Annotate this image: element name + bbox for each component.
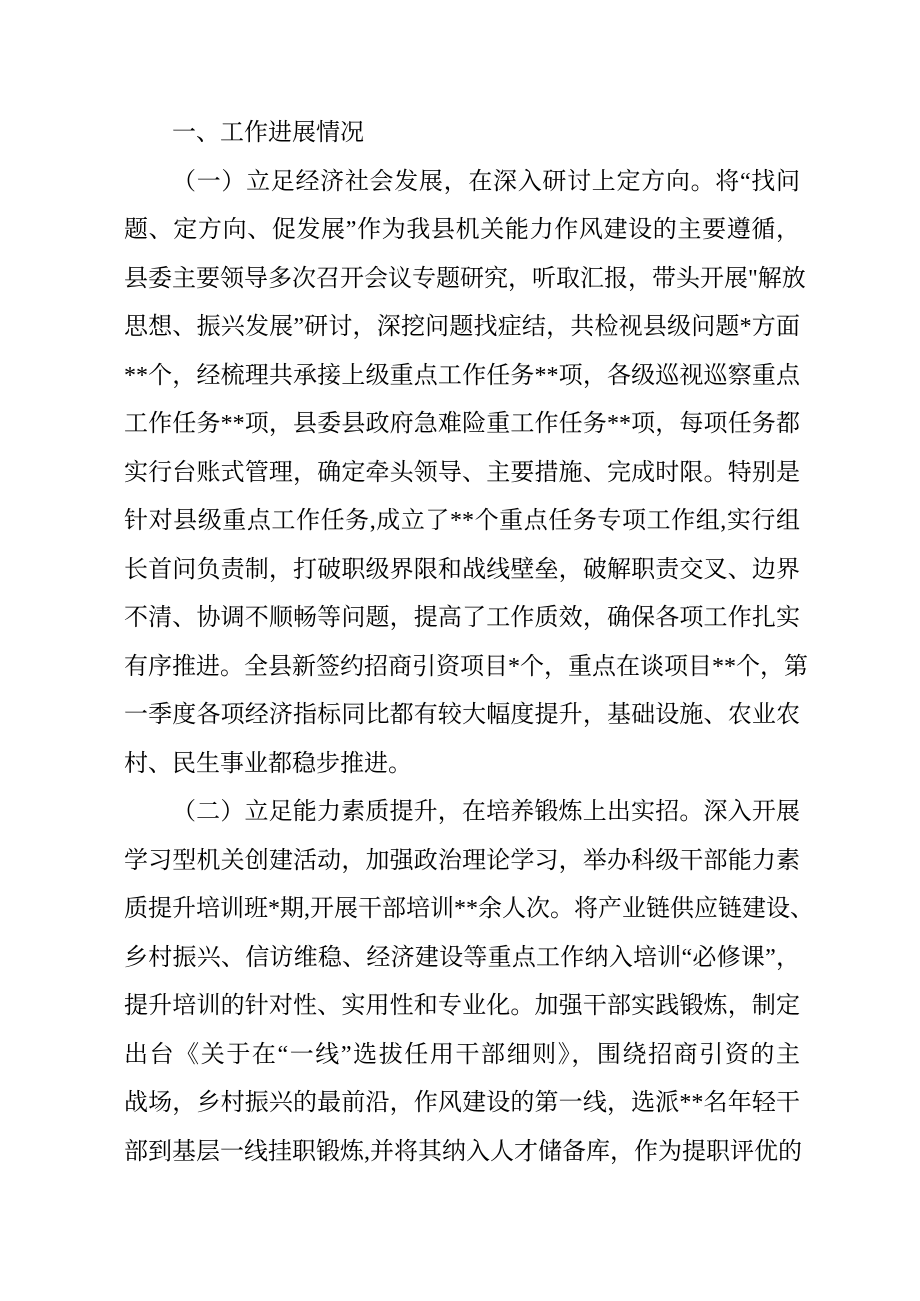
text-line: 题、定方向、促发展”作为我县机关能力作风建设的主要遵循， xyxy=(124,217,800,243)
text-line: 村、民生事业都稳步推进。 xyxy=(124,750,412,777)
text-line: 工作任务**项，县委县政府急难险重工作任务**项，每项任务都 xyxy=(124,411,800,437)
text-line: 针对县级重点工作任务,成立了**个重点任务专项工作组,实行组 xyxy=(124,508,800,534)
text-line: （二）立足能力素质提升，在培养锻炼上出实招。深入开展 xyxy=(172,799,800,825)
text-line: 质提升培训班*期,开展干部培训**余人次。将产业链供应链建设、 xyxy=(124,896,814,922)
text-line: 有序推进。全县新签约招商引资项目*个，重点在谈项目**个，第 xyxy=(124,653,808,680)
paragraph-2 xyxy=(124,788,814,1176)
text-line: 实行台账式管理，确定牵头领导、主要措施、完成时限。特别是 xyxy=(124,459,800,486)
text-line: 战场，乡村振兴的最前沿，作风建设的第一线，选派**名年轻干 xyxy=(124,1090,800,1116)
text-line: 乡村振兴、信访维稳、经济建设等重点工作纳入培训“必修课”， xyxy=(124,944,800,971)
text-line: 提升培训的针对性、实用性和专业化。加强干部实践锻炼，制定 xyxy=(124,993,800,1019)
text-line: 不清、协调不顺畅等问题，提高了工作质效，确保各项工作扎实 xyxy=(124,605,800,631)
text-line: 出台《关于在“一线”选拔任用干部细则》，围绕招商引资的主 xyxy=(124,1041,800,1068)
section-heading: 一、工作进展情况 xyxy=(172,120,364,146)
text-line: 部到基层一线挂职锻炼,并将其纳入人才储备库，作为提职评优的 xyxy=(124,1138,802,1165)
paragraph-1 xyxy=(124,158,808,789)
text-line: 学习型机关创建活动，加强政治理论学习，举办科级干部能力素 xyxy=(124,847,800,874)
paragraphs-container xyxy=(124,158,814,1177)
text-line: 长首问负责制，打破职级界限和战线壁垒，破解职责交叉、边界 xyxy=(124,556,800,583)
text-line: 一季度各项经济指标同比都有较大幅度提升，基础设施、农业农 xyxy=(124,702,800,728)
document-content xyxy=(124,109,814,1176)
text-line: （一）立足经济社会发展，在深入研讨上定方向。将“找问 xyxy=(172,168,800,195)
text-line: 思想、振兴发展”研讨，深挖问题找症结，共检视县级问题*方面 xyxy=(124,314,800,340)
text-line: 县委主要领导多次召开会议专题研究，听取汇报，带头开展"解放 xyxy=(124,265,806,292)
text-line: **个，经梳理共承接上级重点工作任务**项，各级巡视巡察重点 xyxy=(124,362,800,389)
